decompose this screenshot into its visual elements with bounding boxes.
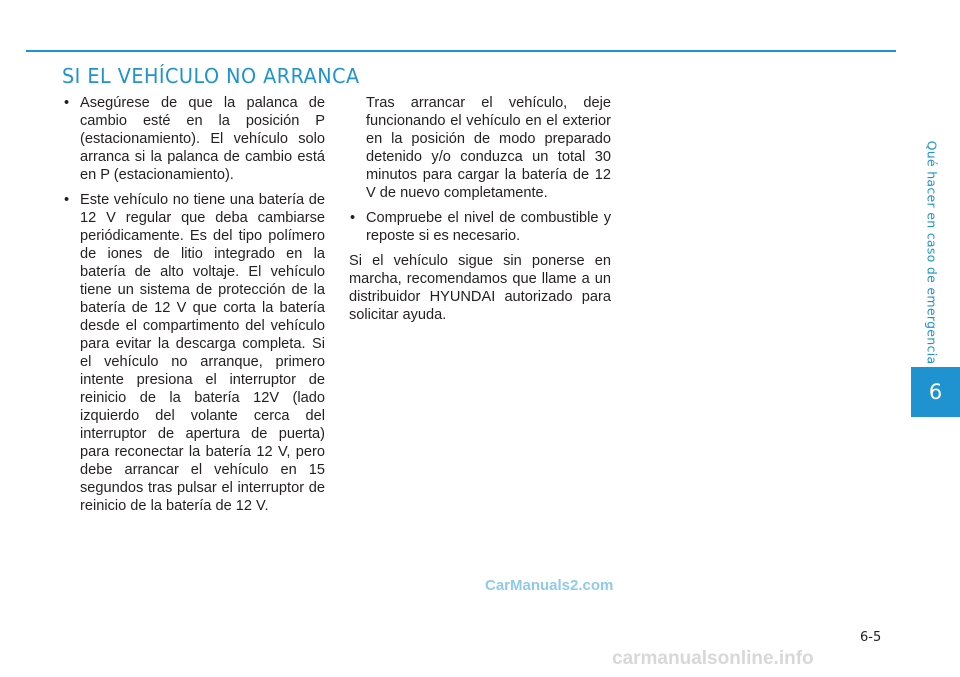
left-column (63, 94, 325, 522)
watermark-secondary: carmanualsonline.info (612, 648, 814, 669)
section-title: SI EL VEHÍCULO NO ARRANCA (62, 64, 360, 88)
right-column (349, 94, 611, 331)
bullet-icon: • (64, 95, 70, 111)
side-tab (920, 140, 944, 365)
bullet-icon: • (350, 210, 356, 226)
list-item (349, 209, 611, 245)
bullet-text: Compruebe el nivel de combustible y reposte si es necesario. (366, 210, 611, 244)
list-item (63, 191, 325, 515)
watermark-primary: CarManuals2.com (485, 577, 614, 594)
side-tab-label: Qué hacer en caso de emergencia (924, 140, 940, 365)
list-item (63, 94, 325, 184)
body-paragraph: Si el vehículo sigue sin ponerse en marcha, recomendamos que llame a un distribuidor HYUNDAI autorizado para solicitar ayuda. (349, 253, 611, 323)
header-rule (26, 50, 896, 52)
continuation-text: Tras arrancar el vehículo, deje funcionando el vehículo en el exterior en la posición de modo preparado detenido y/o conduzca un total 30 minutos para cargar la batería de 12 V de nuevo completamente. (366, 95, 611, 201)
bullet-text: Asegúrese de que la palanca de cambio esté en la posición P (estacionamiento). El vehículo solo arranca si la palanca de cambio está en P (estacionamiento). (80, 95, 325, 183)
bullet-text: Este vehículo no tiene una batería de 12 V regular que deba cambiarse periódicamente. Es del tipo polímero de iones de litio integrado en la batería de alto voltaje. El vehículo tiene un sistema de protección de la batería de 12 V que corta la batería desde el compartimento del vehículo para evitar la descarga completa. Si el vehículo no arranque, primero intente presiona el interruptor de reinicio de la batería 12V (lado izquierdo del volante cerca del interruptor de apertura de puerta) para reconectar la batería 12 V, pero debe arrancar el vehículo en 15 segundos tras pulsar el interruptor de reinicio de la batería de 12 V. (80, 192, 325, 514)
page-number: 6-5 (860, 630, 882, 645)
bullet-icon: • (64, 192, 70, 208)
chapter-badge: 6 (911, 367, 960, 417)
